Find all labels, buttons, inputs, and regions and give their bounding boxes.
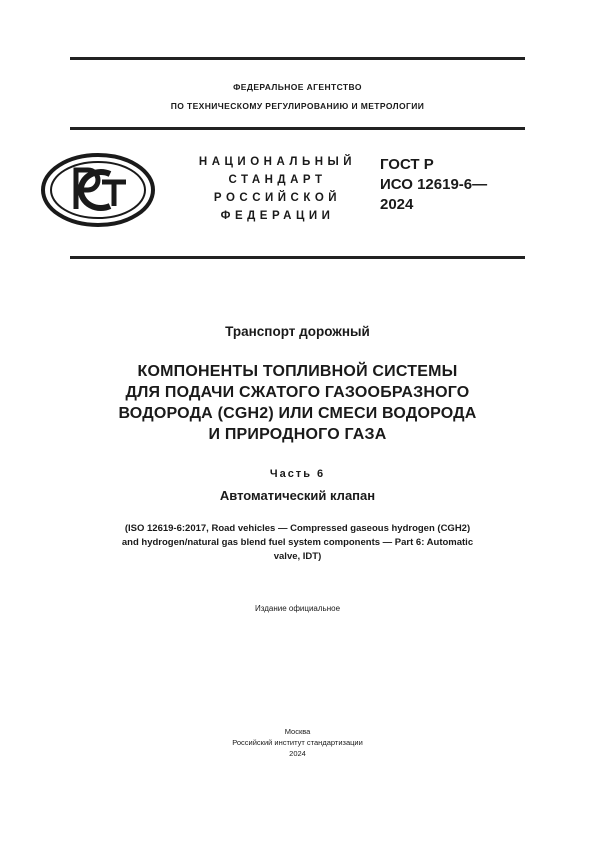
standard-designation bbox=[380, 155, 487, 215]
publisher-city: Москва bbox=[284, 727, 311, 736]
header-rule-lower bbox=[70, 256, 525, 259]
subject-title: Транспорт дорожный bbox=[225, 324, 370, 339]
rst-logo-icon bbox=[40, 152, 156, 228]
standard-type-line-1: НАЦИОНАЛЬНЫЙ bbox=[198, 156, 357, 168]
designation-line-3: 2024 bbox=[380, 196, 414, 213]
standard-type-line-2: СТАНДАРТ bbox=[228, 174, 327, 186]
main-title bbox=[0, 361, 595, 445]
part-label: Часть 6 bbox=[269, 468, 326, 480]
part-title: Автоматический клапан bbox=[219, 488, 376, 503]
agency-line-1: ФЕДЕРАЛЬНОЕ АГЕНТСТВО bbox=[233, 82, 362, 92]
original-standard-reference bbox=[0, 522, 595, 564]
publisher-block bbox=[0, 726, 595, 759]
designation-line-1: ГОСТ Р bbox=[380, 156, 434, 173]
main-title-line-4: И ПРИРОДНОГО ГАЗА bbox=[208, 426, 387, 443]
original-line-3: valve, IDT) bbox=[273, 551, 322, 562]
main-title-line-2: ДЛЯ ПОДАЧИ СЖАТОГО ГАЗООБРАЗНОГО bbox=[125, 384, 470, 401]
standard-type-line-3: РОССИЙСКОЙ bbox=[213, 192, 342, 204]
standard-type-line-4: ФЕДЕРАЦИИ bbox=[220, 210, 335, 222]
header-rule-upper bbox=[70, 127, 525, 130]
designation-line-2: ИСО 12619-6— bbox=[380, 176, 488, 193]
main-title-line-3: ВОДОРОДА (CGH2) ИЛИ СМЕСИ ВОДОРОДА bbox=[118, 405, 477, 422]
publisher-name: Российский институт стандартизации bbox=[232, 738, 363, 747]
publisher-year: 2024 bbox=[289, 749, 306, 758]
main-title-line-1: КОМПОНЕНТЫ ТОПЛИВНОЙ СИСТЕМЫ bbox=[137, 363, 458, 380]
original-line-2: and hydrogen/natural gas blend fuel system components — Part 6: Automatic bbox=[121, 537, 474, 548]
top-rule bbox=[70, 57, 525, 60]
original-line-1: (ISO 12619-6:2017, Road vehicles — Compressed gaseous hydrogen (CGH2) bbox=[124, 523, 471, 534]
edition-label: Издание официальное bbox=[254, 604, 341, 613]
agency-line-2: ПО ТЕХНИЧЕСКОМУ РЕГУЛИРОВАНИЮ И МЕТРОЛОГИИ bbox=[170, 101, 425, 111]
